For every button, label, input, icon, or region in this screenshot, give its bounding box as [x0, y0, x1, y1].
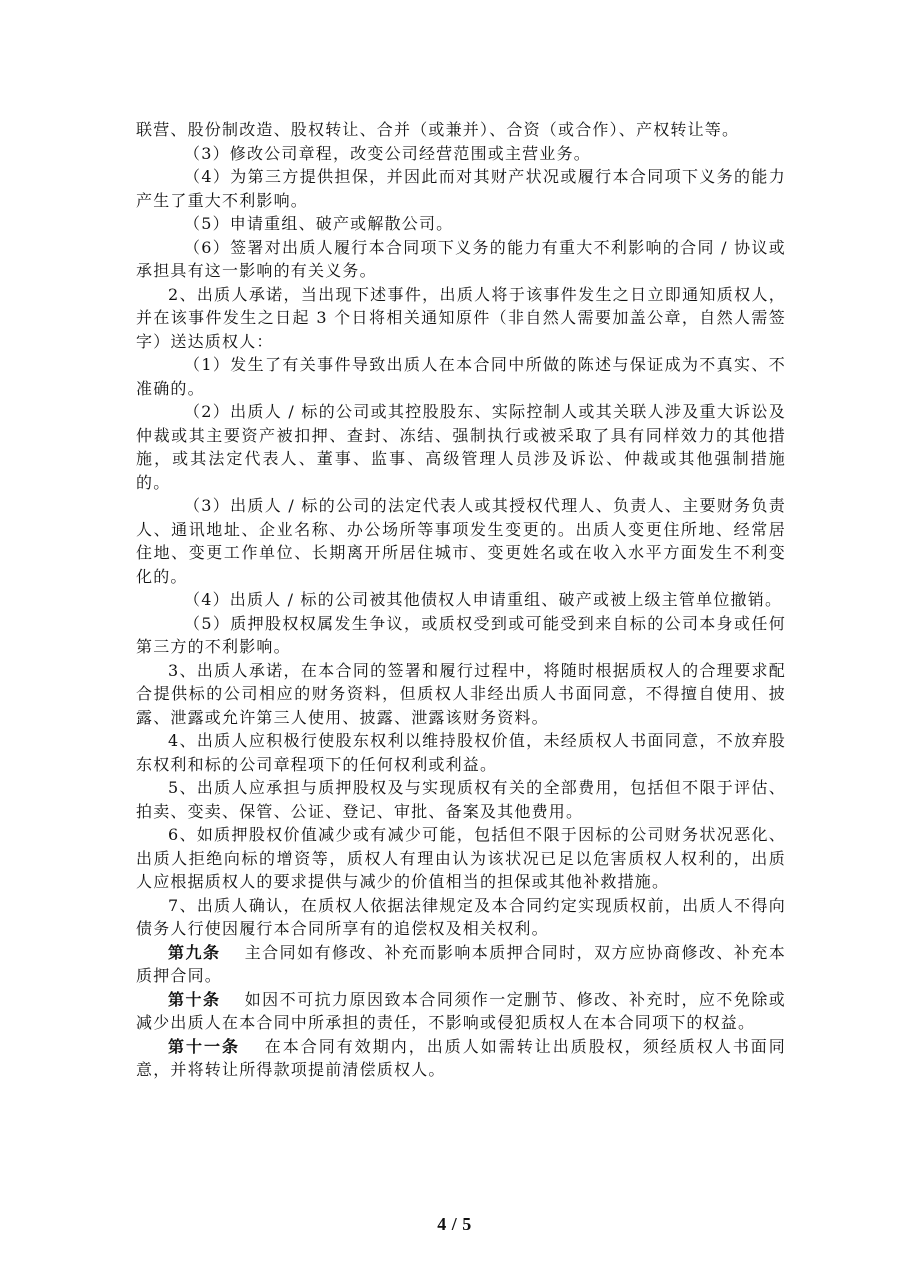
article-title: 第十条 — [168, 989, 221, 1009]
article-paragraph — [136, 988, 786, 1035]
article-text: 在本合同有效期内，出质人如需转让出质股权，须经质权人书面同意，并将转让所得款项提前清偿质权人。 — [136, 1036, 786, 1079]
paragraph: （4）为第三方提供担保，并因此而对其财产状况或履行本合同项下义务的能力产生了重大不利影响。 — [136, 167, 786, 210]
article-paragraph — [136, 941, 786, 988]
article-title: 第九条 — [168, 942, 221, 962]
article-title: 第十一条 — [168, 1036, 240, 1056]
paragraph: 5、出质人应承担与质押股权及与实现质权有关的全部费用，包括但不限于评估、拍卖、变卖、保管、公证、登记、审批、备案及其他费用。 — [136, 778, 786, 821]
paragraph: （5）质押股权权属发生争议，或质权受到或可能受到来自标的公司本身或任何第三方的不利影响。 — [136, 613, 786, 656]
paragraph: （3）修改公司章程，改变公司经营范围或主营业务。 — [184, 143, 591, 163]
paragraph: （3）出质人 / 标的公司的法定代表人或其授权代理人、负责人、主要财务负责人、通讯地址、企业名称、办公场所等事项发生变更的。出质人变更住所地、经常居住地、变更工作单位、长期离开所居住城市、变更姓名或在收入水平方面发生不利变化的。 — [136, 496, 786, 586]
paragraph: 7、出质人确认，在质权人依据法律规定及本合同约定实现质权前，出质人不得向债务人行使因履行本合同所享有的追偿权及相关权利。 — [136, 895, 786, 938]
article-text: 如因不可抗力原因致本合同须作一定删节、修改、补充时，应不免除或减少出质人在本合同中所承担的责任，不影响或侵犯质权人在本合同项下的权益。 — [136, 989, 786, 1032]
paragraph: （6）签署对出质人履行本合同项下义务的能力有重大不利影响的合同 / 协议或承担具有这一影响的有关义务。 — [136, 237, 786, 280]
article-paragraph — [136, 1035, 786, 1082]
paragraph: 3、出质人承诺，在本合同的签署和履行过程中，将随时根据质权人的合理要求配合提供标的公司相应的财务资料，但质权人非经出质人书面同意，不得擅自使用、披露、泄露或允许第三人使用、披露、泄露该财务资料。 — [136, 660, 786, 727]
paragraph: （1）发生了有关事件导致出质人在本合同中所做的陈述与保证成为不真实、不准确的。 — [136, 355, 786, 398]
paragraph: （2）出质人 / 标的公司或其控股股东、实际控制人或其关联人涉及重大诉讼及仲裁或其主要资产被扣押、查封、冻结、强制执行或被采取了具有同样效力的其他措施，或其法定代表人、董事、监事、高级管理人员涉及诉讼、仲裁或其他强制措施的。 — [136, 402, 786, 492]
paragraph: 6、如质押股权价值减少或有减少可能，包括但不限于因标的公司财务状况恶化、出质人拒绝向标的增资等，质权人有理由认为该状况已足以危害质权人权利的，出质人应根据质权人的要求提供与减少的价值相当的担保或其他补救措施。 — [136, 825, 786, 891]
paragraph: 2、出质人承诺，当出现下述事件，出质人将于该事件发生之日立即通知质权人，并在该事件发生之日起 3 个日将相关通知原件（非自然人需要加盖公章，自然人需签字）送达质权人： — [136, 284, 786, 351]
article-text: 主合同如有修改、补充而影响本质押合同时，双方应协商修改、补充本质押合同。 — [136, 942, 786, 985]
paragraph: （4）出质人 / 标的公司被其他债权人申请重组、破产或被上级主管单位撤销。 — [184, 590, 783, 609]
page-number: 4 / 5 — [437, 1214, 472, 1234]
paragraph: 联营、股份制改造、股权转让、合并（或兼并）、合资（或合作）、产权转让等。 — [136, 120, 740, 139]
paragraph: 4、出质人应积极行使股东权利以维持股权价值，未经质权人书面同意，不放弃股东权利和标的公司章程项下的任何权利或利益。 — [136, 731, 786, 774]
paragraph: （5）申请重组、破产或解散公司。 — [184, 214, 454, 233]
document-body — [136, 118, 786, 1082]
